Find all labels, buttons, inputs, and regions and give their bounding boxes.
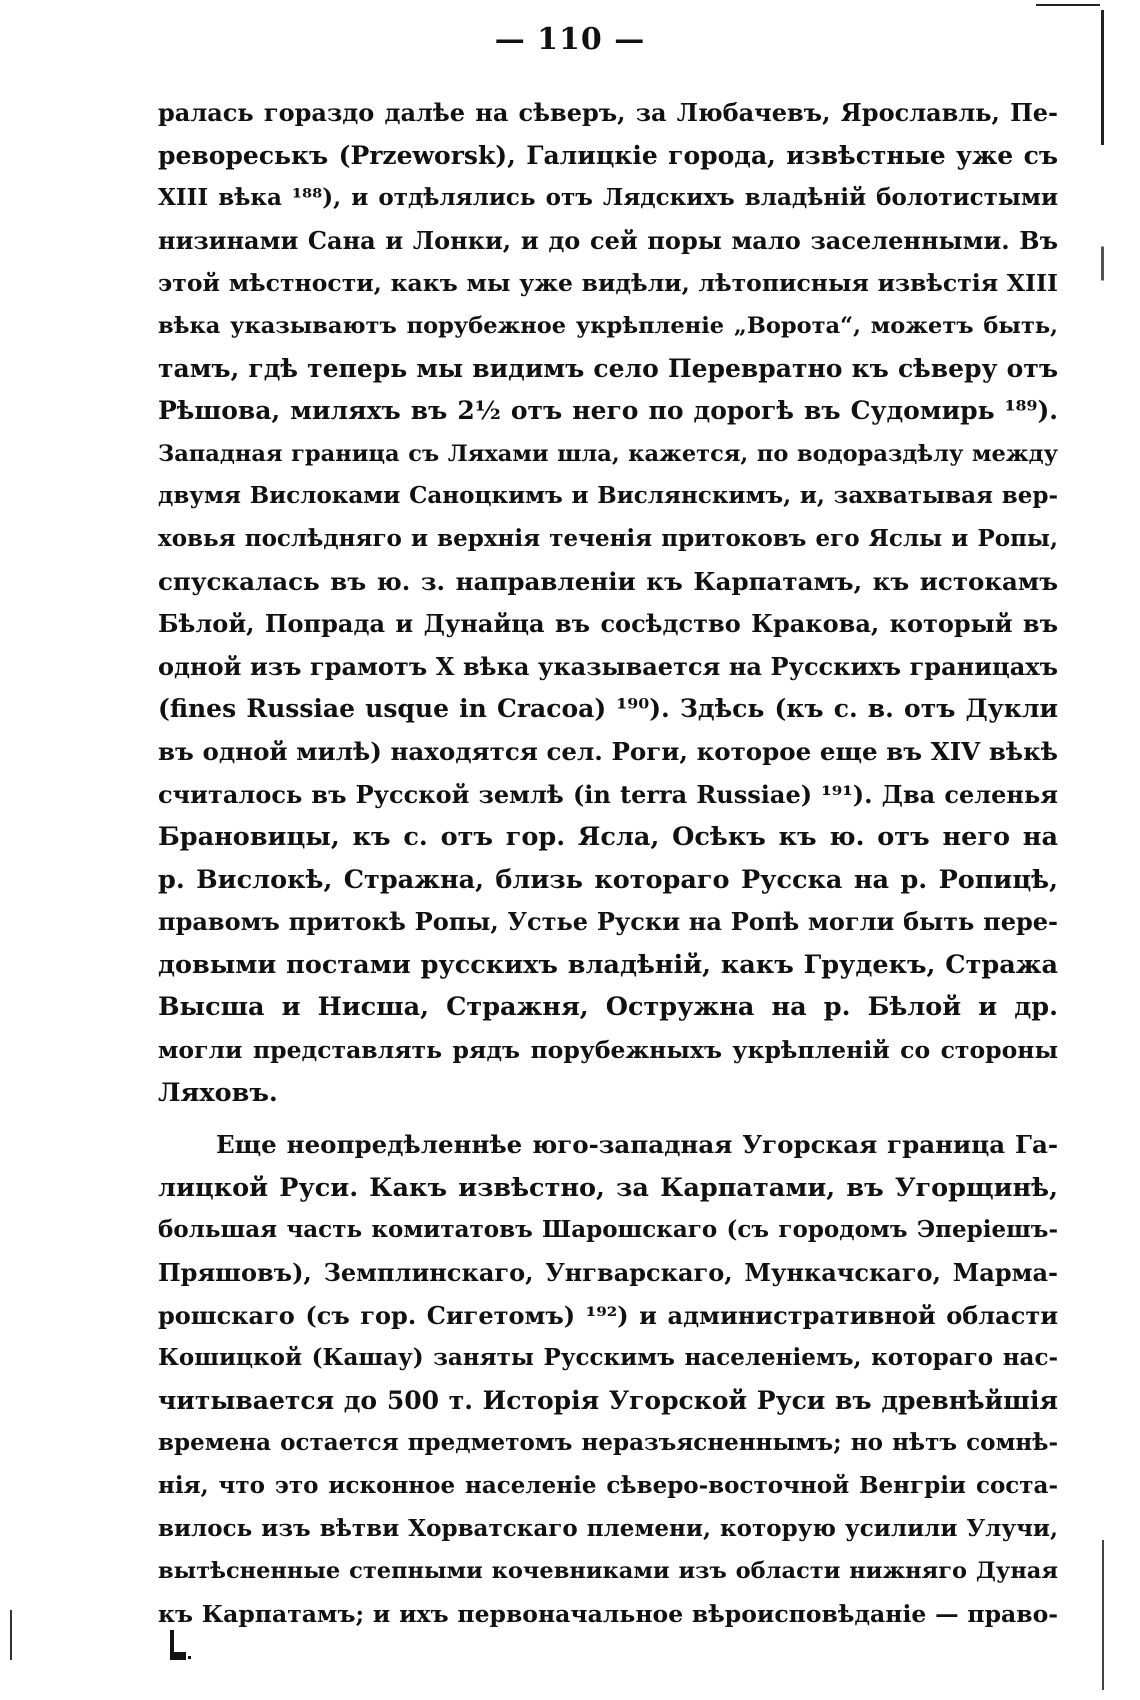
body-text <box>158 92 1058 1635</box>
text-line: лицкой Руси. Какъ извѣстно, за Карпатами, въ Угорщинѣ, <box>158 1172 1058 1203</box>
text-line: вилось изъ вѣтви Хорватскаго племени, которую усилили Улучи, <box>158 1514 1058 1542</box>
paragraph-gap <box>158 1114 1058 1124</box>
text-line: Еще неопредѣленнѣе юго-западная Угорская граница Га- <box>216 1130 1058 1160</box>
text-line: Брановицы, къ с. отъ гор. Ясла, Осѣкъ къ ю. отъ него на <box>158 822 1058 853</box>
scan-edge-line <box>1101 10 1104 1700</box>
text-line: (fines Russiae usque in Cracoa) ¹⁹⁰). Здѣсь (къ с. в. отъ Дукли <box>158 694 1058 724</box>
text-line: правомъ притокѣ Ропы, Устье Руски на Ропѣ могли быть пере- <box>158 907 1058 937</box>
text-line: тамъ, гдѣ теперь мы видимъ село Перевратно къ сѣверу отъ <box>158 353 1058 383</box>
text-line: нія, что это исконное населеніе сѣверо-восточной Венгріи соста- <box>158 1472 1058 1499</box>
text-line: низинами Сана и Лонки, и до сей поры мало заселенными. Въ <box>158 225 1058 255</box>
page-number: — 110 — <box>494 22 646 57</box>
text-line: въ одной милѣ) находятся сел. Роги, которое еще въ XIV вѣкѣ <box>158 736 1058 766</box>
text-line: времена остается предметомъ неразъясненнымъ; но нѣтъ сомнѣ- <box>158 1429 1058 1457</box>
text-line: XIII вѣка ¹⁸⁸), и отдѣлялись отъ Лядскихъ владѣній болотистыми <box>158 184 1058 212</box>
text-line: ралась гораздо далѣе на сѣверъ, за Любачевъ, Ярославль, Пе- <box>158 98 1058 127</box>
text-line: Рѣшова, миляхъ въ 2½ отъ него по дорогѣ въ Судомирь ¹⁸⁹). <box>158 396 1058 426</box>
text-line: Западная граница съ Ляхами шла, кажется, по водораздѣлу между <box>158 440 1058 467</box>
text-line: ховья послѣдняго и верхнія теченія притоковъ его Яслы и Ропы, <box>158 524 1058 552</box>
scan-edge-line <box>1102 1540 1104 1690</box>
text-line: Ляховъ. <box>158 1077 278 1108</box>
text-line: могли представлять рядъ порубежныхъ укрѣпленій со стороны <box>158 1036 1058 1065</box>
text-line: Высша и Нисша, Стражня, Остружна на р. Бѣлой и др. <box>158 992 1058 1023</box>
paragraph <box>158 92 1058 1114</box>
text-line: этой мѣстности, какъ мы уже видѣли, лѣтописныя извѣстія XIII <box>158 269 1058 298</box>
text-line: Кошицкой (Кашау) заняты Русскимъ населеніемъ, котораго нас- <box>158 1344 1058 1372</box>
text-line: ревореськъ (Przeworsk), Галицкіе города, извѣстные уже съ <box>158 140 1058 170</box>
text-line: довыми постами русскихъ владѣній, какъ Грудекъ, Стража <box>158 949 1058 980</box>
text-line: Бѣлой, Попрада и Дунайца въ сосѣдство Кракова, который въ <box>158 609 1058 639</box>
text-line: р. Вислокѣ, Стражна, близь котораго Русска на р. Ропицѣ, <box>158 864 1058 895</box>
text-line: спускалась въ ю. з. направленіи къ Карпатамъ, къ истокамъ <box>158 566 1058 596</box>
text-line: вѣка указываютъ порубежное укрѣпленіе „Ворота“, можетъ быть, <box>158 312 1058 339</box>
text-line: читывается до 500 т. Исторія Угорской Руси въ древнѣйшія <box>158 1385 1058 1415</box>
text-line: рошскаго (съ гор. Сигетомъ) ¹⁹²) и административной области <box>158 1300 1058 1330</box>
text-line: двумя Вислоками Саноцкимъ и Вислянскимъ, и, захватывая вер- <box>158 482 1058 510</box>
text-line: вытѣсненные степными кочевниками изъ области нижняго Дуная <box>158 1558 1058 1585</box>
scan-edge-mark <box>1036 4 1100 10</box>
text-line: къ Карпатамъ; и ихъ первоначальное вѣроисповѣданіе — право- <box>158 1599 1058 1628</box>
paragraph <box>158 1124 1058 1635</box>
text-line: считалось въ Русской землѣ (in terra Russiae) ¹⁹¹). Два селенья <box>158 779 1058 809</box>
text-line: одной изъ грамотъ X вѣка указывается на Русскихъ границахъ <box>158 651 1058 681</box>
scan-edge-line <box>10 1610 12 1660</box>
text-line: большая часть комитатовъ Шарошскаго (съ городомъ Эперіешъ- <box>158 1216 1058 1244</box>
text-line: Пряшовъ), Земплинскаго, Унгварскаго, Мункачскаго, Марма- <box>158 1258 1058 1288</box>
